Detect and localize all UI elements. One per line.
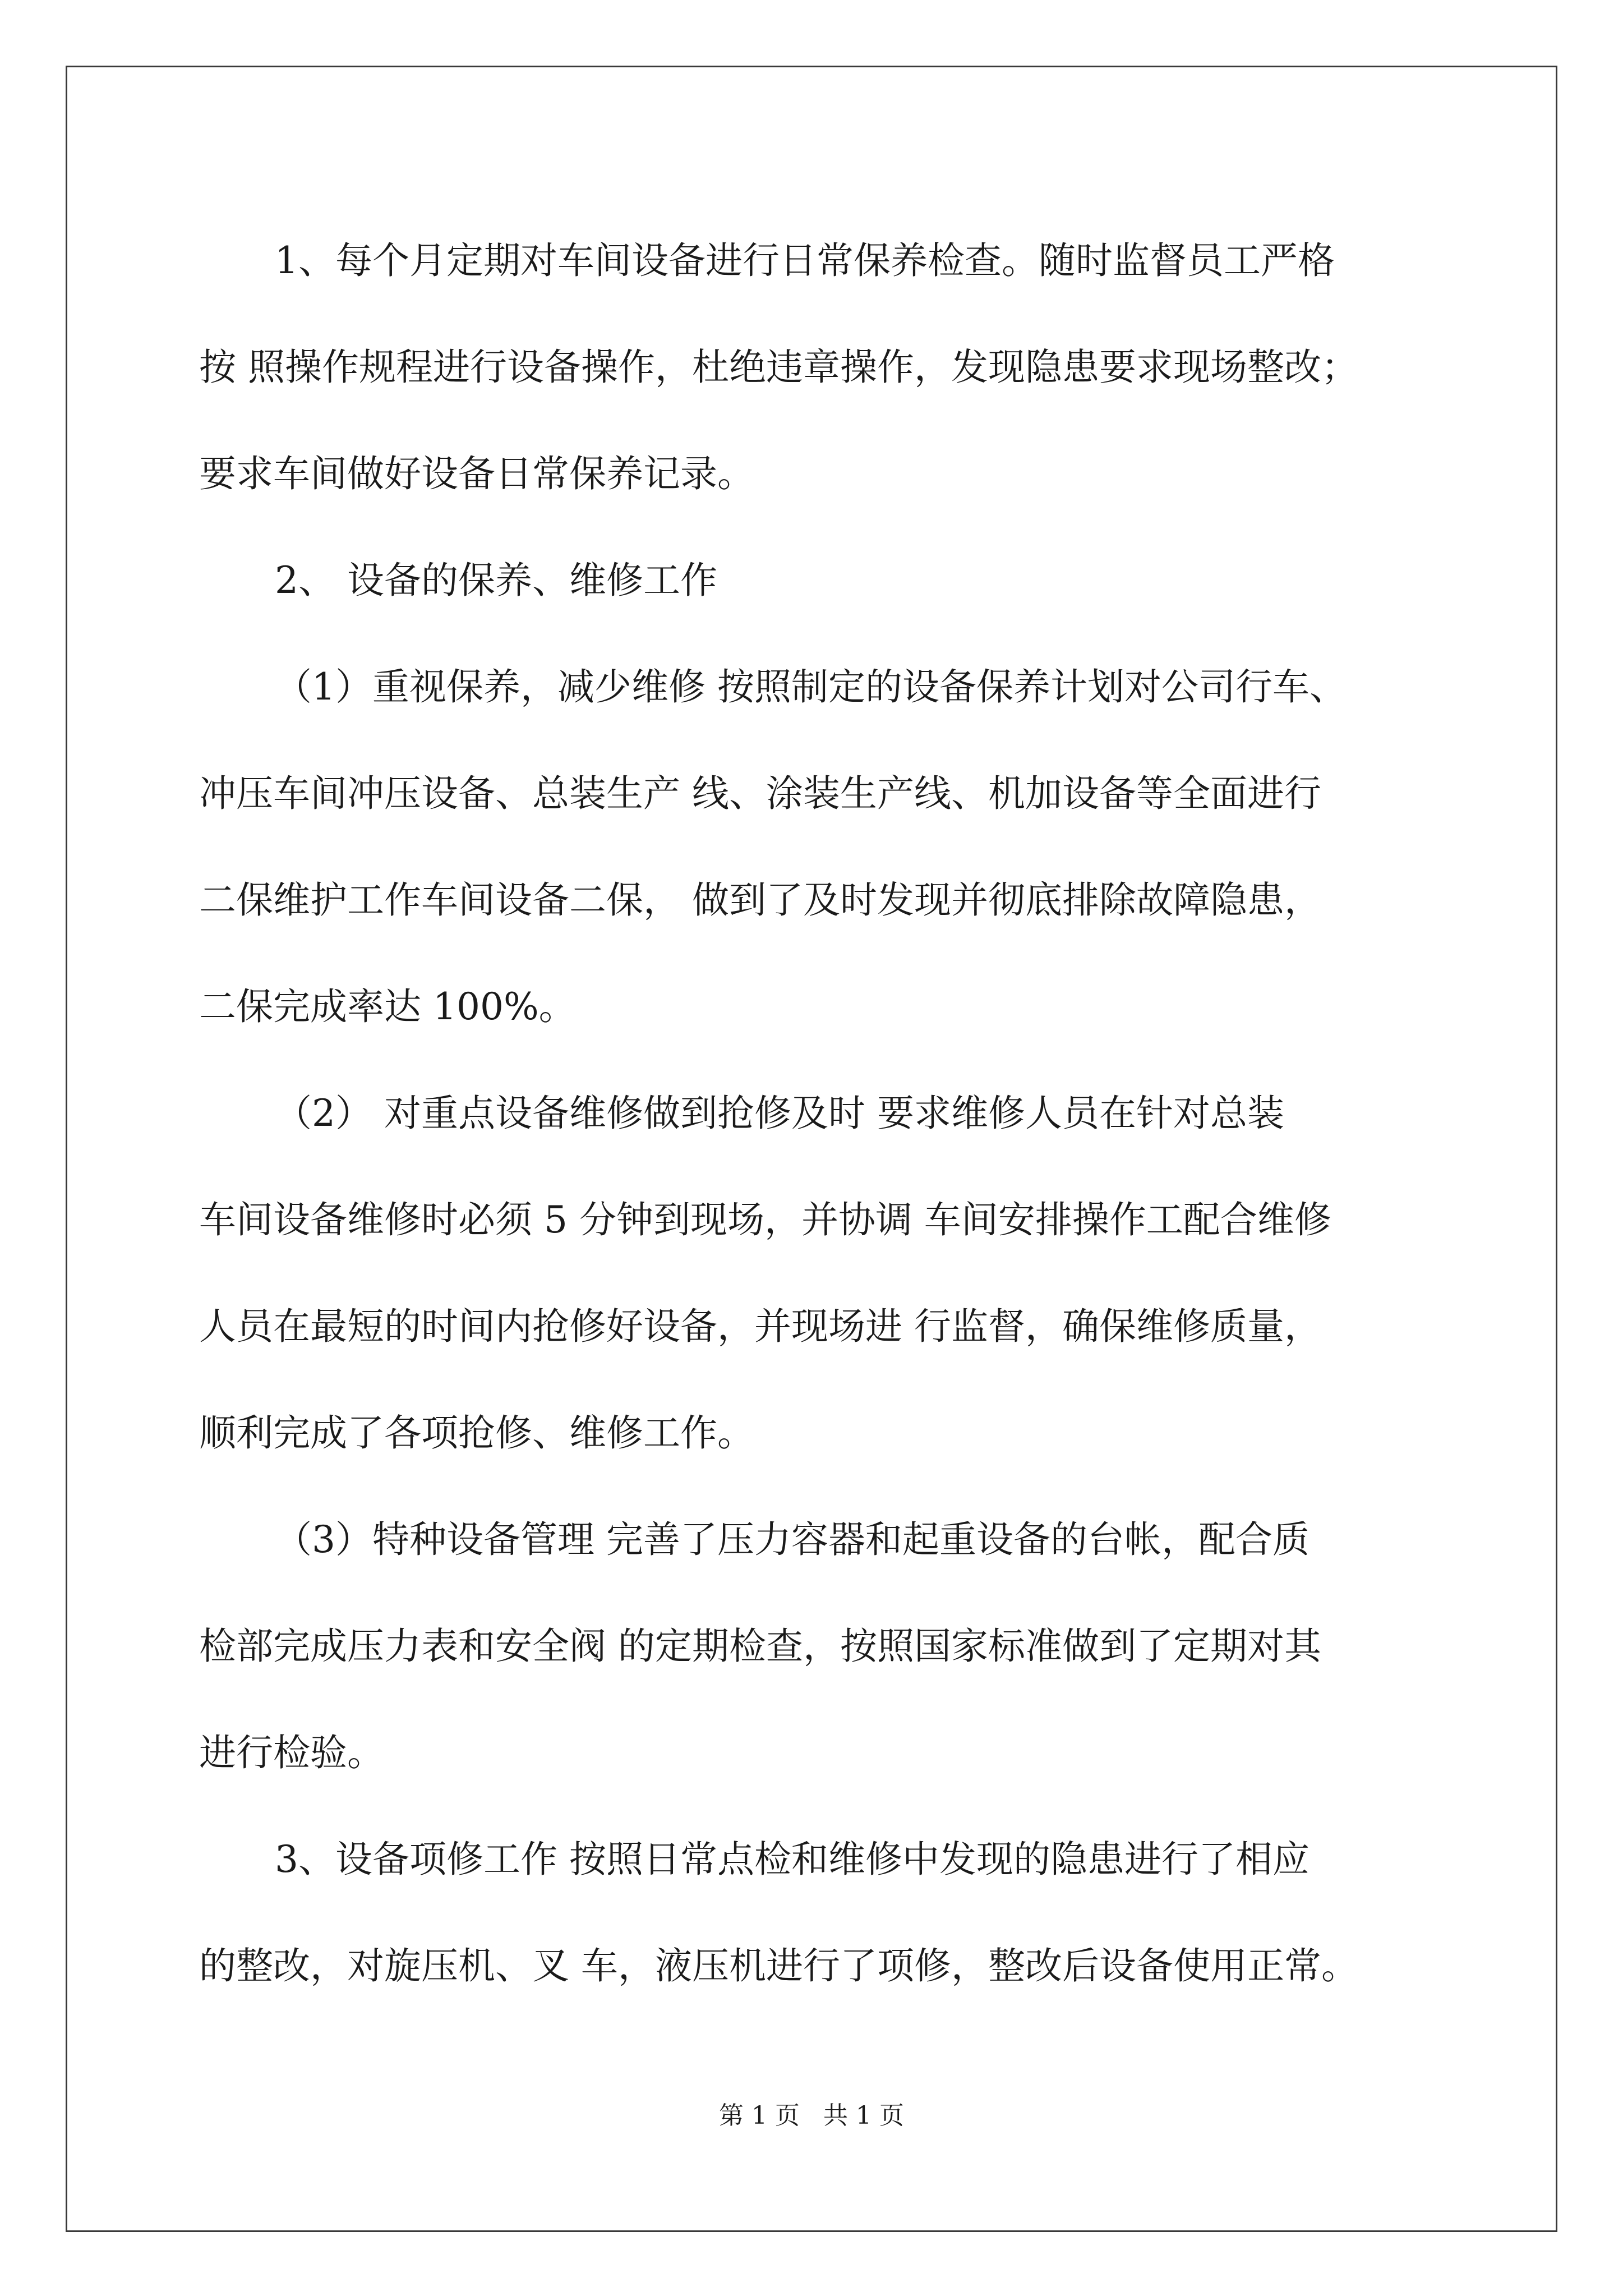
page-number: 第 1 页 xyxy=(719,2101,800,2130)
section-2-heading: 2、 设备的保养、维修工作 xyxy=(275,559,717,602)
item-2-line-2: 车间设备维修时必须 5 分钟到现场，并协调 车间安排操作工配合维修 xyxy=(199,1198,1331,1241)
section-3-line-2: 的整改，对旋压机、叉 车，液压机进行了项修，整改后设备使用正常。 xyxy=(199,1944,1358,1987)
item-1-line-3: 二保维护工作车间设备二保， 做到了及时发现并彻底排除故障隐患， xyxy=(199,878,1321,922)
paragraph-1-line-3: 要求车间做好设备日常保养记录。 xyxy=(199,452,754,495)
item-3-line-1: （3）特种设备管理 完善了压力容器和起重设备的台帐，配合质 xyxy=(275,1518,1310,1561)
section-3-line-1: 3、设备项修工作 按照日常点检和维修中发现的隐患进行了相应 xyxy=(275,1838,1310,1881)
item-2-line-1: （2） 对重点设备维修做到抢修及时 要求维修人员在针对总装 xyxy=(275,1092,1284,1135)
document-body xyxy=(199,208,1433,2019)
page-footer xyxy=(0,2095,1623,2131)
paragraph-1-line-2: 按 照操作规程进行设备操作，杜绝违章操作，发现隐患要求现场整改； xyxy=(199,346,1358,389)
item-1-line-1: （1）重视保养，减少维修 按照制定的设备保养计划对公司行车、 xyxy=(275,665,1347,708)
item-3-line-2: 检部完成压力表和安全阀 的定期检查，按照国家标准做到了定期对其 xyxy=(199,1625,1321,1668)
item-1-line-2: 冲压车间冲压设备、总装生产 线、涂装生产线、机加设备等全面进行 xyxy=(199,772,1321,815)
paragraph-1-line-1: 1、每个月定期对车间设备进行日常保养检查。随时监督员工严格 xyxy=(275,239,1335,282)
item-3-line-3: 进行检验。 xyxy=(199,1731,384,1774)
item-1-line-4: 二保完成率达 100%。 xyxy=(199,985,576,1028)
item-2-line-3: 人员在最短的时间内抢修好设备，并现场进 行监督，确保维修质量， xyxy=(199,1305,1321,1348)
page-total: 共 1 页 xyxy=(823,2101,904,2130)
item-2-line-4: 顺利完成了各项抢修、维修工作。 xyxy=(199,1411,754,1455)
